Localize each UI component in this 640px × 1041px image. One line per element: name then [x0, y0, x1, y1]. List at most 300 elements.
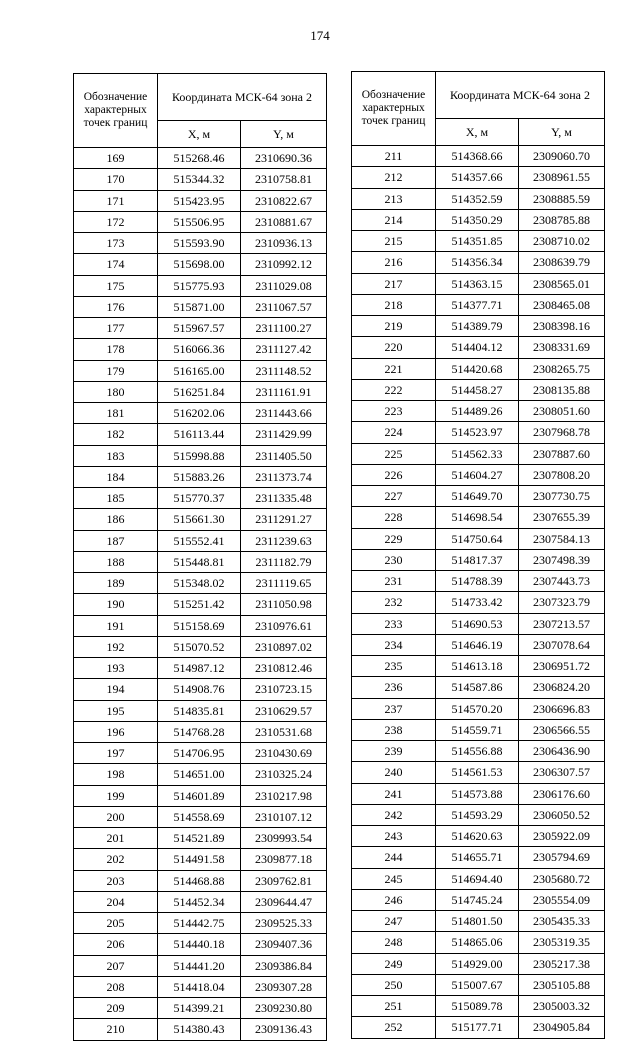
- y-coordinate-cell: 2311291.27: [241, 509, 327, 530]
- x-coordinate-cell: 514768.28: [158, 721, 241, 742]
- table-row: [352, 401, 605, 422]
- y-coordinate-cell: 2305922.09: [519, 826, 605, 847]
- point-id-cell: 208: [74, 976, 158, 997]
- y-coordinate-cell: 2307655.39: [519, 507, 605, 528]
- table-row: [74, 169, 327, 190]
- point-id-cell: 197: [74, 743, 158, 764]
- x-coordinate-cell: 514987.12: [158, 658, 241, 679]
- y-coordinate-cell: 2305435.33: [519, 911, 605, 932]
- y-coordinate-cell: 2310430.69: [241, 743, 327, 764]
- table-row: [74, 743, 327, 764]
- y-coordinate-cell: 2308051.60: [519, 401, 605, 422]
- point-id-cell: 188: [74, 551, 158, 572]
- table-row: [352, 337, 605, 358]
- x-coordinate-cell: 514601.89: [158, 785, 241, 806]
- table-row: [352, 953, 605, 974]
- point-id-cell: 244: [352, 847, 436, 868]
- x-coordinate-cell: 515998.88: [158, 445, 241, 466]
- point-id-cell: 212: [352, 167, 436, 188]
- x-coordinate-cell: 514491.58: [158, 849, 241, 870]
- y-coordinate-cell: 2311335.48: [241, 488, 327, 509]
- point-id-cell: 222: [352, 379, 436, 400]
- x-coordinate-cell: 514489.26: [436, 401, 519, 422]
- x-coordinate-cell: 514352.59: [436, 188, 519, 209]
- table-row: [74, 275, 327, 296]
- table-row: [74, 1019, 327, 1040]
- point-id-cell: 209: [74, 998, 158, 1019]
- y-coordinate-cell: 2307584.13: [519, 528, 605, 549]
- y-coordinate-cell: 2311050.98: [241, 594, 327, 615]
- point-id-cell: 250: [352, 974, 436, 995]
- y-coordinate-cell: 2308710.02: [519, 231, 605, 252]
- table-row: [352, 358, 605, 379]
- table-row: [74, 424, 327, 445]
- x-coordinate-cell: 515883.26: [158, 466, 241, 487]
- x-coordinate-cell: 514351.85: [436, 231, 519, 252]
- table-row: [74, 721, 327, 742]
- x-coordinate-cell: 514561.53: [436, 762, 519, 783]
- point-id-cell: 230: [352, 549, 436, 570]
- table-row: [74, 360, 327, 381]
- table-row: [352, 528, 605, 549]
- y-coordinate-cell: 2305319.35: [519, 932, 605, 953]
- y-coordinate-cell: 2310812.46: [241, 658, 327, 679]
- x-coordinate-cell: 514363.15: [436, 273, 519, 294]
- x-coordinate-cell: 515070.52: [158, 636, 241, 657]
- table-row: [74, 955, 327, 976]
- x-coordinate-cell: 515871.00: [158, 296, 241, 317]
- y-coordinate-cell: 2308265.75: [519, 358, 605, 379]
- y-coordinate-cell: 2310936.13: [241, 233, 327, 254]
- y-coordinate-cell: 2309877.18: [241, 849, 327, 870]
- table-row: [352, 231, 605, 252]
- y-coordinate-cell: 2311067.57: [241, 296, 327, 317]
- point-id-cell: 241: [352, 783, 436, 804]
- table-row: [74, 445, 327, 466]
- table-row: [74, 211, 327, 232]
- point-id-cell: 180: [74, 381, 158, 402]
- point-id-cell: 216: [352, 252, 436, 273]
- table-row: [74, 849, 327, 870]
- y-coordinate-cell: 2310690.36: [241, 148, 327, 169]
- page-number: 174: [310, 28, 330, 43]
- table-row: [74, 764, 327, 785]
- y-coordinate-cell: 2306824.20: [519, 677, 605, 698]
- x-coordinate-cell: 515423.95: [158, 190, 241, 211]
- y-coordinate-cell: 2307730.75: [519, 486, 605, 507]
- x-coordinate-cell: 514389.79: [436, 316, 519, 337]
- y-coordinate-cell: 2311100.27: [241, 318, 327, 339]
- point-id-cell: 251: [352, 996, 436, 1017]
- x-coordinate-cell: 514570.20: [436, 698, 519, 719]
- table-row: [74, 700, 327, 721]
- y-coordinate-cell: 2310629.57: [241, 700, 327, 721]
- x-coordinate-cell: 514788.39: [436, 571, 519, 592]
- table-row: [352, 613, 605, 634]
- y-coordinate-cell: 2311405.50: [241, 445, 327, 466]
- point-id-cell: 196: [74, 721, 158, 742]
- x-coordinate-cell: 514418.04: [158, 976, 241, 997]
- y-coordinate-cell: 2306696.83: [519, 698, 605, 719]
- x-coordinate-cell: 514620.63: [436, 826, 519, 847]
- table-row: [352, 167, 605, 188]
- x-coordinate-cell: 514404.12: [436, 337, 519, 358]
- x-coordinate-cell: 514613.18: [436, 656, 519, 677]
- point-id-cell: 193: [74, 658, 158, 679]
- point-id-cell: 178: [74, 339, 158, 360]
- point-id-cell: 225: [352, 443, 436, 464]
- x-coordinate-cell: 514440.18: [158, 934, 241, 955]
- y-coordinate-cell: 2309060.70: [519, 146, 605, 167]
- table-row: [74, 806, 327, 827]
- point-id-cell: 227: [352, 486, 436, 507]
- point-id-cell: 245: [352, 868, 436, 889]
- point-id-cell: 195: [74, 700, 158, 721]
- x-coordinate-cell: 515089.78: [436, 996, 519, 1017]
- x-coordinate-cell: 514521.89: [158, 828, 241, 849]
- point-id-cell: 218: [352, 294, 436, 315]
- point-id-cell: 213: [352, 188, 436, 209]
- y-coordinate-cell: 2307323.79: [519, 592, 605, 613]
- points-column-header: Обозначение характерных точек границ: [352, 72, 436, 146]
- x-coordinate-cell: 514750.64: [436, 528, 519, 549]
- point-id-cell: 202: [74, 849, 158, 870]
- y-coordinate-cell: 2311161.91: [241, 381, 327, 402]
- point-id-cell: 204: [74, 891, 158, 912]
- y-coordinate-cell: 2309762.81: [241, 870, 327, 891]
- x-coordinate-cell: 514442.75: [158, 913, 241, 934]
- table-row: [74, 636, 327, 657]
- table-row: [352, 316, 605, 337]
- table-row: [74, 318, 327, 339]
- point-id-cell: 201: [74, 828, 158, 849]
- table-row: [352, 422, 605, 443]
- y-coordinate-cell: 2308639.79: [519, 252, 605, 273]
- x-coordinate-cell: 514835.81: [158, 700, 241, 721]
- point-id-cell: 192: [74, 636, 158, 657]
- x-coordinate-cell: 514357.66: [436, 167, 519, 188]
- y-coordinate-cell: 2311239.63: [241, 530, 327, 551]
- x-coordinate-cell: 515158.69: [158, 615, 241, 636]
- x-coordinate-cell: 515698.00: [158, 254, 241, 275]
- point-id-cell: 243: [352, 826, 436, 847]
- y-coordinate-cell: 2309525.33: [241, 913, 327, 934]
- y-coordinate-cell: 2307078.64: [519, 634, 605, 655]
- point-id-cell: 248: [352, 932, 436, 953]
- table-row: [352, 911, 605, 932]
- y-coordinate-cell: 2310531.68: [241, 721, 327, 742]
- y-coordinate-cell: 2308885.59: [519, 188, 605, 209]
- x-coordinate-cell: 514452.34: [158, 891, 241, 912]
- table-row: [74, 785, 327, 806]
- y-coordinate-cell: 2311443.66: [241, 403, 327, 424]
- y-coordinate-cell: 2307968.78: [519, 422, 605, 443]
- y-coordinate-cell: 2309307.28: [241, 976, 327, 997]
- x-coordinate-cell: 514420.68: [436, 358, 519, 379]
- table-row: [352, 209, 605, 230]
- point-id-cell: 249: [352, 953, 436, 974]
- point-id-cell: 211: [352, 146, 436, 167]
- point-id-cell: 214: [352, 209, 436, 230]
- x-coordinate-cell: 515967.57: [158, 318, 241, 339]
- table-row: [352, 698, 605, 719]
- x-coordinate-cell: 514380.43: [158, 1019, 241, 1040]
- y-coordinate-cell: 2305794.69: [519, 847, 605, 868]
- y-coordinate-cell: 2306176.60: [519, 783, 605, 804]
- point-id-cell: 191: [74, 615, 158, 636]
- point-id-cell: 217: [352, 273, 436, 294]
- table-row: [74, 913, 327, 934]
- y-coordinate-cell: 2305105.88: [519, 974, 605, 995]
- point-id-cell: 171: [74, 190, 158, 211]
- x-column-header: X, м: [158, 121, 241, 148]
- y-coordinate-cell: 2308465.08: [519, 294, 605, 315]
- table-row: [352, 571, 605, 592]
- y-coordinate-cell: 2311029.08: [241, 275, 327, 296]
- x-coordinate-cell: 516202.06: [158, 403, 241, 424]
- point-id-cell: 246: [352, 889, 436, 910]
- point-id-cell: 220: [352, 337, 436, 358]
- point-id-cell: 186: [74, 509, 158, 530]
- point-id-cell: 210: [74, 1019, 158, 1040]
- table-row: [74, 934, 327, 955]
- table-row: [352, 656, 605, 677]
- point-id-cell: 236: [352, 677, 436, 698]
- x-coordinate-cell: 514801.50: [436, 911, 519, 932]
- table-row: [74, 339, 327, 360]
- x-coordinate-cell: 514562.33: [436, 443, 519, 464]
- y-coordinate-cell: 2309136.43: [241, 1019, 327, 1040]
- y-coordinate-cell: 2307498.39: [519, 549, 605, 570]
- y-coordinate-cell: 2304905.84: [519, 1017, 605, 1038]
- x-coordinate-cell: 514468.88: [158, 870, 241, 891]
- point-id-cell: 184: [74, 466, 158, 487]
- x-coordinate-cell: 515251.42: [158, 594, 241, 615]
- x-coordinate-cell: 514865.06: [436, 932, 519, 953]
- point-id-cell: 182: [74, 424, 158, 445]
- table-row: [352, 889, 605, 910]
- x-coordinate-cell: 514817.37: [436, 549, 519, 570]
- point-id-cell: 239: [352, 741, 436, 762]
- y-coordinate-cell: 2310217.98: [241, 785, 327, 806]
- table-row: [352, 592, 605, 613]
- table-row: [352, 719, 605, 740]
- y-coordinate-cell: 2310822.67: [241, 190, 327, 211]
- point-id-cell: 176: [74, 296, 158, 317]
- y-coordinate-cell: 2308785.88: [519, 209, 605, 230]
- x-coordinate-cell: 515661.30: [158, 509, 241, 530]
- table-row: [352, 443, 605, 464]
- table-row: [74, 891, 327, 912]
- point-id-cell: 189: [74, 573, 158, 594]
- point-id-cell: 177: [74, 318, 158, 339]
- table-row: [352, 996, 605, 1017]
- table-row: [352, 294, 605, 315]
- table-row: [352, 486, 605, 507]
- table-row: [74, 594, 327, 615]
- table-row: [74, 509, 327, 530]
- x-coordinate-cell: 515593.90: [158, 233, 241, 254]
- x-coordinate-cell: 514694.40: [436, 868, 519, 889]
- y-coordinate-cell: 2309230.80: [241, 998, 327, 1019]
- point-id-cell: 231: [352, 571, 436, 592]
- x-coordinate-cell: 514573.88: [436, 783, 519, 804]
- x-coordinate-cell: 515770.37: [158, 488, 241, 509]
- point-id-cell: 179: [74, 360, 158, 381]
- x-coordinate-cell: 514908.76: [158, 679, 241, 700]
- table-row: [74, 254, 327, 275]
- point-id-cell: 181: [74, 403, 158, 424]
- x-coordinate-cell: 514356.34: [436, 252, 519, 273]
- point-id-cell: 190: [74, 594, 158, 615]
- y-coordinate-cell: 2310897.02: [241, 636, 327, 657]
- points-column-header: Обозначение характерных точек границ: [74, 74, 158, 148]
- point-id-cell: 224: [352, 422, 436, 443]
- x-coordinate-cell: 514556.88: [436, 741, 519, 762]
- x-coordinate-cell: 516066.36: [158, 339, 241, 360]
- point-id-cell: 252: [352, 1017, 436, 1038]
- x-coordinate-cell: 514377.71: [436, 294, 519, 315]
- x-coordinate-cell: 515177.71: [436, 1017, 519, 1038]
- y-coordinate-cell: 2309993.54: [241, 828, 327, 849]
- table-row: [74, 870, 327, 891]
- table-row: [74, 976, 327, 997]
- y-coordinate-cell: 2311182.79: [241, 551, 327, 572]
- x-coordinate-cell: 514559.71: [436, 719, 519, 740]
- y-coordinate-cell: 2310758.81: [241, 169, 327, 190]
- point-id-cell: 174: [74, 254, 158, 275]
- point-id-cell: 205: [74, 913, 158, 934]
- table-row: [352, 464, 605, 485]
- table-row: [352, 677, 605, 698]
- table-row: [74, 488, 327, 509]
- y-coordinate-cell: 2311148.52: [241, 360, 327, 381]
- x-coordinate-cell: 515344.32: [158, 169, 241, 190]
- x-coordinate-cell: 514350.29: [436, 209, 519, 230]
- y-coordinate-cell: 2308565.01: [519, 273, 605, 294]
- table-row: [74, 403, 327, 424]
- x-coordinate-cell: 514441.20: [158, 955, 241, 976]
- point-id-cell: 203: [74, 870, 158, 891]
- point-id-cell: 221: [352, 358, 436, 379]
- y-coordinate-cell: 2309386.84: [241, 955, 327, 976]
- y-coordinate-cell: 2309644.47: [241, 891, 327, 912]
- x-coordinate-cell: 514399.21: [158, 998, 241, 1019]
- y-coordinate-cell: 2310976.61: [241, 615, 327, 636]
- point-id-cell: 226: [352, 464, 436, 485]
- y-coordinate-cell: 2306050.52: [519, 804, 605, 825]
- x-coordinate-cell: 514558.69: [158, 806, 241, 827]
- y-coordinate-cell: 2308398.16: [519, 316, 605, 337]
- point-id-cell: 240: [352, 762, 436, 783]
- point-id-cell: 169: [74, 148, 158, 169]
- table-row: [352, 868, 605, 889]
- table-row: [74, 679, 327, 700]
- table-row: [352, 273, 605, 294]
- table-row: [352, 762, 605, 783]
- y-coordinate-cell: 2311429.99: [241, 424, 327, 445]
- y-coordinate-cell: 2305217.38: [519, 953, 605, 974]
- table-row: [352, 1017, 605, 1038]
- table-row: [74, 530, 327, 551]
- x-coordinate-cell: 514649.70: [436, 486, 519, 507]
- table-row: [352, 932, 605, 953]
- table-row: [352, 146, 605, 167]
- y-coordinate-cell: 2306436.90: [519, 741, 605, 762]
- table-row: [74, 466, 327, 487]
- table-row: [74, 998, 327, 1019]
- point-id-cell: 175: [74, 275, 158, 296]
- y-coordinate-cell: 2310881.67: [241, 211, 327, 232]
- point-id-cell: 215: [352, 231, 436, 252]
- x-coordinate-cell: 514368.66: [436, 146, 519, 167]
- point-id-cell: 247: [352, 911, 436, 932]
- point-id-cell: 183: [74, 445, 158, 466]
- y-coordinate-cell: 2311127.42: [241, 339, 327, 360]
- y-coordinate-cell: 2308331.69: [519, 337, 605, 358]
- point-id-cell: 229: [352, 528, 436, 549]
- x-coordinate-cell: 514733.42: [436, 592, 519, 613]
- y-coordinate-cell: 2306307.57: [519, 762, 605, 783]
- point-id-cell: 233: [352, 613, 436, 634]
- point-id-cell: 219: [352, 316, 436, 337]
- point-id-cell: 238: [352, 719, 436, 740]
- x-coordinate-cell: 514651.00: [158, 764, 241, 785]
- table-row: [74, 551, 327, 572]
- y-coordinate-cell: 2305554.09: [519, 889, 605, 910]
- x-column-header: X, м: [436, 119, 519, 146]
- coordinates-table-left: [73, 73, 327, 1041]
- table-row: [74, 658, 327, 679]
- x-coordinate-cell: 515268.46: [158, 148, 241, 169]
- y-coordinate-cell: 2307887.60: [519, 443, 605, 464]
- x-coordinate-cell: 514604.27: [436, 464, 519, 485]
- x-coordinate-cell: 515448.81: [158, 551, 241, 572]
- y-coordinate-cell: 2311119.65: [241, 573, 327, 594]
- coordinates-table-right: [351, 71, 605, 1039]
- x-coordinate-cell: 514523.97: [436, 422, 519, 443]
- x-coordinate-cell: 515775.93: [158, 275, 241, 296]
- x-coordinate-cell: 515348.02: [158, 573, 241, 594]
- point-id-cell: 235: [352, 656, 436, 677]
- y-coordinate-cell: 2307213.57: [519, 613, 605, 634]
- y-coordinate-cell: 2307808.20: [519, 464, 605, 485]
- table-row: [352, 549, 605, 570]
- point-id-cell: 199: [74, 785, 158, 806]
- table-row: [352, 804, 605, 825]
- table-row: [352, 507, 605, 528]
- y-coordinate-cell: 2305680.72: [519, 868, 605, 889]
- x-coordinate-cell: 514458.27: [436, 379, 519, 400]
- point-id-cell: 237: [352, 698, 436, 719]
- coords-system-header: Координата МСК-64 зона 2: [436, 72, 605, 119]
- table-row: [352, 974, 605, 995]
- y-coordinate-cell: 2309407.36: [241, 934, 327, 955]
- point-id-cell: 242: [352, 804, 436, 825]
- point-id-cell: 206: [74, 934, 158, 955]
- point-id-cell: 173: [74, 233, 158, 254]
- table-row: [352, 252, 605, 273]
- y-coordinate-cell: 2310992.12: [241, 254, 327, 275]
- x-coordinate-cell: 514587.86: [436, 677, 519, 698]
- x-coordinate-cell: 514646.19: [436, 634, 519, 655]
- table-row: [74, 381, 327, 402]
- table-row: [352, 379, 605, 400]
- table-row: [74, 615, 327, 636]
- y-coordinate-cell: 2306566.55: [519, 719, 605, 740]
- x-coordinate-cell: 515506.95: [158, 211, 241, 232]
- y-coordinate-cell: 2308961.55: [519, 167, 605, 188]
